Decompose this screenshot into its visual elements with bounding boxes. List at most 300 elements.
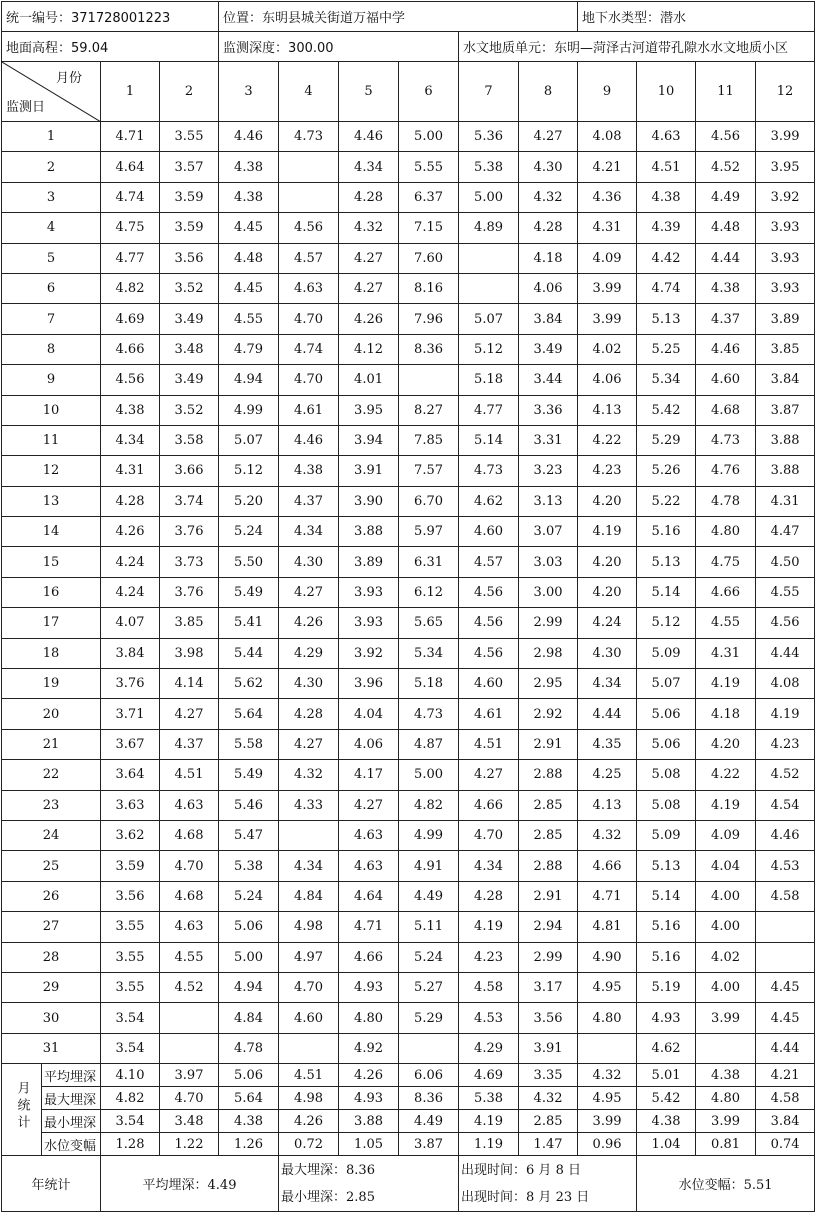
value-cell: 2.85 — [519, 820, 578, 850]
value-cell: 4.34 — [101, 425, 160, 455]
value-cell: 4.50 — [756, 547, 815, 577]
value-cell: 4.71 — [578, 881, 637, 911]
station-id: 统一编号：371728001223 — [2, 2, 219, 32]
value-cell: 3.85 — [160, 608, 219, 638]
value-cell: 5.46 — [219, 790, 279, 820]
table-row — [2, 273, 815, 303]
value-cell: 7.57 — [399, 456, 459, 486]
value-cell: 4.06 — [519, 273, 578, 303]
value-cell: 4.45 — [219, 273, 279, 303]
value-cell: 3.93 — [339, 577, 399, 607]
value-cell: 4.37 — [160, 729, 219, 759]
stat-value: 3.99 — [696, 1110, 756, 1133]
annual-min: 最小埋深：2.85 — [281, 1189, 375, 1205]
month-axis-label: 月份 — [55, 71, 82, 86]
stat-value: 0.74 — [756, 1133, 815, 1156]
value-cell: 5.07 — [459, 304, 519, 334]
value-cell: 3.54 — [101, 1033, 160, 1063]
value-cell: 3.99 — [578, 273, 637, 303]
day-cell: 27 — [2, 912, 101, 942]
value-cell: 4.34 — [339, 152, 399, 182]
table-row — [2, 699, 815, 729]
value-cell: 4.55 — [696, 608, 756, 638]
stat-value: 4.38 — [637, 1110, 696, 1133]
value-cell: 5.65 — [399, 608, 459, 638]
value-cell: 3.57 — [160, 152, 219, 182]
stat-value: 3.54 — [101, 1110, 160, 1133]
value-cell: 3.92 — [756, 182, 815, 212]
value-cell: 4.42 — [637, 243, 696, 273]
value-cell: 2.91 — [519, 881, 578, 911]
value-cell: 4.73 — [279, 122, 339, 152]
value-cell: 4.87 — [399, 729, 459, 759]
value-cell: 7.60 — [399, 243, 459, 273]
value-cell: 2.88 — [519, 851, 578, 881]
stat-value: 4.80 — [696, 1087, 756, 1110]
value-cell: 4.14 — [160, 669, 219, 699]
value-cell — [279, 152, 339, 182]
day-cell: 18 — [2, 638, 101, 668]
value-cell: 3.95 — [339, 395, 399, 425]
value-cell: 4.32 — [279, 760, 339, 790]
value-cell: 4.26 — [101, 517, 160, 547]
stat-value: 3.97 — [160, 1064, 219, 1087]
value-cell: 4.71 — [339, 912, 399, 942]
value-cell: 3.76 — [101, 669, 160, 699]
value-cell: 4.60 — [459, 669, 519, 699]
value-cell: 4.26 — [339, 304, 399, 334]
day-cell: 9 — [2, 365, 101, 395]
stat-value: 5.64 — [219, 1087, 279, 1110]
value-cell: 4.28 — [101, 486, 160, 516]
stat-value: 0.72 — [279, 1133, 339, 1156]
value-cell: 4.66 — [696, 577, 756, 607]
annual-stats-row — [2, 1156, 815, 1212]
stat-value: 4.26 — [279, 1110, 339, 1133]
value-cell: 3.99 — [756, 122, 815, 152]
value-cell: 4.66 — [578, 851, 637, 881]
value-cell: 3.55 — [160, 122, 219, 152]
value-cell: 5.13 — [637, 851, 696, 881]
value-cell: 4.22 — [696, 760, 756, 790]
value-cell: 4.31 — [696, 638, 756, 668]
value-cell: 4.54 — [756, 790, 815, 820]
day-cell: 8 — [2, 334, 101, 364]
value-cell: 3.73 — [160, 547, 219, 577]
value-cell: 4.80 — [339, 1003, 399, 1033]
day-cell: 14 — [2, 517, 101, 547]
annual-times — [459, 1156, 637, 1212]
value-cell: 4.63 — [160, 790, 219, 820]
day-cell: 23 — [2, 790, 101, 820]
value-cell: 4.34 — [459, 851, 519, 881]
value-cell: 4.56 — [101, 365, 160, 395]
stat-label: 水位变幅 — [42, 1133, 101, 1156]
value-cell — [399, 365, 459, 395]
month-header: 3 — [219, 62, 279, 122]
month-header: 11 — [696, 62, 756, 122]
stat-value: 1.28 — [101, 1133, 160, 1156]
value-cell: 4.19 — [578, 517, 637, 547]
value-cell: 4.56 — [696, 122, 756, 152]
stat-value: 4.38 — [219, 1110, 279, 1133]
stat-value: 4.98 — [279, 1087, 339, 1110]
table-row — [2, 517, 815, 547]
table-row — [2, 577, 815, 607]
month-header: 10 — [637, 62, 696, 122]
value-cell: 3.76 — [160, 517, 219, 547]
stat-value: 4.82 — [101, 1087, 160, 1110]
value-cell: 3.84 — [756, 365, 815, 395]
value-cell: 4.68 — [160, 881, 219, 911]
table-row — [2, 547, 815, 577]
value-cell: 4.70 — [279, 304, 339, 334]
value-cell: 5.16 — [637, 517, 696, 547]
annual-average: 平均埋深：4.49 — [101, 1156, 279, 1212]
value-cell: 4.29 — [279, 638, 339, 668]
table-row — [2, 881, 815, 911]
value-cell: 5.07 — [219, 425, 279, 455]
stat-value: 6.06 — [399, 1064, 459, 1087]
value-cell: 3.91 — [519, 1033, 578, 1063]
value-cell: 5.34 — [637, 365, 696, 395]
value-cell: 4.79 — [219, 334, 279, 364]
stat-value: 4.26 — [339, 1064, 399, 1087]
value-cell: 3.56 — [101, 881, 160, 911]
value-cell: 4.63 — [160, 912, 219, 942]
value-cell: 3.55 — [101, 972, 160, 1002]
monthly-stat-row — [2, 1133, 815, 1156]
value-cell: 4.84 — [279, 881, 339, 911]
value-cell: 4.00 — [696, 912, 756, 942]
value-cell: 5.14 — [459, 425, 519, 455]
value-cell: 4.35 — [578, 729, 637, 759]
value-cell: 3.03 — [519, 547, 578, 577]
value-cell: 3.23 — [519, 456, 578, 486]
value-cell: 3.84 — [101, 638, 160, 668]
annual-max: 最大埋深：8.36 — [281, 1162, 375, 1178]
month-header: 2 — [160, 62, 219, 122]
stat-value: 4.93 — [339, 1087, 399, 1110]
value-cell: 4.70 — [459, 820, 519, 850]
value-cell: 2.94 — [519, 912, 578, 942]
day-cell: 6 — [2, 273, 101, 303]
value-cell: 7.96 — [399, 304, 459, 334]
value-cell: 4.32 — [578, 820, 637, 850]
value-cell: 4.73 — [399, 699, 459, 729]
value-cell: 4.45 — [219, 213, 279, 243]
value-cell: 4.56 — [459, 577, 519, 607]
value-cell: 5.16 — [637, 912, 696, 942]
monthly-stat-row — [2, 1087, 815, 1110]
table-row — [2, 638, 815, 668]
value-cell: 4.44 — [578, 699, 637, 729]
table-row — [2, 669, 815, 699]
value-cell: 3.49 — [519, 334, 578, 364]
groundwater-type: 地下水类型：潜水 — [578, 2, 815, 32]
value-cell: 3.54 — [101, 1003, 160, 1033]
value-cell: 4.38 — [696, 273, 756, 303]
value-cell: 4.20 — [578, 577, 637, 607]
value-cell: 4.57 — [459, 547, 519, 577]
value-cell: 4.34 — [279, 851, 339, 881]
value-cell: 4.68 — [160, 820, 219, 850]
stat-value: 4.70 — [160, 1087, 219, 1110]
value-cell: 4.78 — [219, 1033, 279, 1063]
value-cell: 2.91 — [519, 729, 578, 759]
monitoring-depth: 监测深度：300.00 — [219, 32, 459, 62]
value-cell: 4.69 — [101, 304, 160, 334]
day-cell: 5 — [2, 243, 101, 273]
stat-value: 4.49 — [399, 1110, 459, 1133]
day-cell: 31 — [2, 1033, 101, 1063]
table-row — [2, 486, 815, 516]
value-cell: 5.19 — [637, 972, 696, 1002]
value-cell: 4.00 — [696, 881, 756, 911]
value-cell: 4.20 — [578, 547, 637, 577]
stat-value: 3.87 — [399, 1133, 459, 1156]
value-cell: 4.49 — [696, 182, 756, 212]
value-cell: 4.89 — [459, 213, 519, 243]
table-row — [2, 790, 815, 820]
value-cell: 4.76 — [696, 456, 756, 486]
value-cell: 5.00 — [399, 760, 459, 790]
value-cell: 5.00 — [219, 942, 279, 972]
value-cell: 4.60 — [279, 1003, 339, 1033]
value-cell — [459, 273, 519, 303]
value-cell: 4.13 — [578, 790, 637, 820]
stat-value: 4.19 — [459, 1110, 519, 1133]
value-cell: 4.31 — [101, 456, 160, 486]
day-cell: 25 — [2, 851, 101, 881]
value-cell: 4.06 — [339, 729, 399, 759]
value-cell: 4.31 — [756, 486, 815, 516]
value-cell: 4.30 — [578, 638, 637, 668]
month-header-row — [2, 62, 815, 122]
value-cell: 5.12 — [219, 456, 279, 486]
value-cell: 4.56 — [756, 608, 815, 638]
value-cell: 5.00 — [459, 182, 519, 212]
value-cell: 4.56 — [459, 638, 519, 668]
value-cell: 4.27 — [339, 790, 399, 820]
value-cell: 4.94 — [219, 972, 279, 1002]
value-cell: 4.37 — [696, 304, 756, 334]
day-cell: 29 — [2, 972, 101, 1002]
stat-value: 0.81 — [696, 1133, 756, 1156]
value-cell: 4.13 — [578, 395, 637, 425]
value-cell: 4.62 — [637, 1033, 696, 1063]
value-cell: 4.60 — [696, 365, 756, 395]
value-cell: 2.88 — [519, 760, 578, 790]
value-cell: 5.11 — [399, 912, 459, 942]
value-cell: 4.77 — [459, 395, 519, 425]
value-cell: 4.70 — [279, 972, 339, 1002]
value-cell: 4.58 — [756, 881, 815, 911]
month-header: 4 — [279, 62, 339, 122]
value-cell: 4.32 — [519, 182, 578, 212]
value-cell: 2.98 — [519, 638, 578, 668]
table-row — [2, 1003, 815, 1033]
day-cell: 26 — [2, 881, 101, 911]
table-row — [2, 972, 815, 1002]
stat-value: 1.47 — [519, 1133, 578, 1156]
stat-value: 4.21 — [756, 1064, 815, 1087]
value-cell — [160, 1033, 219, 1063]
value-cell: 3.99 — [696, 1003, 756, 1033]
value-cell: 4.52 — [756, 760, 815, 790]
value-cell: 4.91 — [399, 851, 459, 881]
value-cell: 4.73 — [696, 425, 756, 455]
stat-value: 4.32 — [578, 1064, 637, 1087]
value-cell: 4.00 — [696, 972, 756, 1002]
value-cell: 3.48 — [160, 334, 219, 364]
value-cell: 5.09 — [637, 820, 696, 850]
stat-value: 1.04 — [637, 1133, 696, 1156]
value-cell: 4.56 — [279, 213, 339, 243]
value-cell: 3.36 — [519, 395, 578, 425]
value-cell: 5.06 — [219, 912, 279, 942]
value-cell: 4.29 — [459, 1033, 519, 1063]
stat-value: 1.19 — [459, 1133, 519, 1156]
value-cell: 4.93 — [339, 972, 399, 1002]
stat-value: 3.99 — [578, 1110, 637, 1133]
value-cell: 8.36 — [399, 334, 459, 364]
value-cell: 4.17 — [339, 760, 399, 790]
value-cell: 3.64 — [101, 760, 160, 790]
value-cell: 5.12 — [637, 608, 696, 638]
value-cell: 4.90 — [578, 942, 637, 972]
value-cell: 4.63 — [339, 851, 399, 881]
value-cell: 5.18 — [399, 669, 459, 699]
value-cell: 3.59 — [160, 213, 219, 243]
value-cell: 4.09 — [578, 243, 637, 273]
value-cell: 5.27 — [399, 972, 459, 1002]
value-cell: 3.17 — [519, 972, 578, 1002]
monthly-stat-row — [2, 1110, 815, 1133]
value-cell: 4.58 — [459, 972, 519, 1002]
value-cell: 4.46 — [696, 334, 756, 364]
value-cell: 5.06 — [637, 729, 696, 759]
value-cell: 4.28 — [519, 213, 578, 243]
day-cell: 3 — [2, 182, 101, 212]
value-cell: 3.89 — [756, 304, 815, 334]
table-row — [2, 213, 815, 243]
value-cell: 3.62 — [101, 820, 160, 850]
day-cell: 28 — [2, 942, 101, 972]
value-cell: 5.09 — [637, 638, 696, 668]
info-row-1 — [2, 2, 815, 32]
value-cell: 4.27 — [339, 243, 399, 273]
value-cell: 4.64 — [339, 881, 399, 911]
day-cell: 24 — [2, 820, 101, 850]
table-row — [2, 425, 815, 455]
value-cell — [696, 1033, 756, 1063]
value-cell: 4.27 — [279, 577, 339, 607]
value-cell: 5.58 — [219, 729, 279, 759]
value-cell: 4.26 — [279, 608, 339, 638]
value-cell: 4.30 — [519, 152, 578, 182]
value-cell: 4.46 — [339, 122, 399, 152]
table-row — [2, 851, 815, 881]
value-cell: 5.13 — [637, 304, 696, 334]
value-cell: 4.37 — [279, 486, 339, 516]
value-cell: 3.94 — [339, 425, 399, 455]
stat-value: 3.88 — [339, 1110, 399, 1133]
day-cell: 12 — [2, 456, 101, 486]
value-cell: 4.22 — [578, 425, 637, 455]
day-cell: 10 — [2, 395, 101, 425]
value-cell: 3.85 — [756, 334, 815, 364]
value-cell: 3.88 — [756, 456, 815, 486]
value-cell: 3.55 — [101, 942, 160, 972]
stat-value: 3.84 — [756, 1110, 815, 1133]
stat-value: 4.51 — [279, 1064, 339, 1087]
value-cell: 4.21 — [578, 152, 637, 182]
stat-value: 1.26 — [219, 1133, 279, 1156]
value-cell: 4.20 — [696, 729, 756, 759]
value-cell: 4.78 — [696, 486, 756, 516]
stat-label: 平均埋深 — [42, 1064, 101, 1087]
info-row-2 — [2, 32, 815, 62]
day-cell: 19 — [2, 669, 101, 699]
value-cell: 3.66 — [160, 456, 219, 486]
table-row — [2, 365, 815, 395]
table-row — [2, 729, 815, 759]
annual-max-min — [279, 1156, 459, 1212]
value-cell: 5.24 — [219, 881, 279, 911]
value-cell: 4.82 — [399, 790, 459, 820]
value-cell: 5.18 — [459, 365, 519, 395]
value-cell: 4.66 — [339, 942, 399, 972]
value-cell: 5.38 — [219, 851, 279, 881]
day-cell: 16 — [2, 577, 101, 607]
value-cell: 5.14 — [637, 577, 696, 607]
value-cell: 5.20 — [219, 486, 279, 516]
value-cell: 3.88 — [339, 517, 399, 547]
value-cell: 4.08 — [578, 122, 637, 152]
month-header: 12 — [756, 62, 815, 122]
location: 位置：东明县城关街道万福中学 — [219, 2, 578, 32]
value-cell — [459, 243, 519, 273]
value-cell: 4.06 — [578, 365, 637, 395]
value-cell: 4.51 — [459, 729, 519, 759]
value-cell: 4.08 — [756, 669, 815, 699]
monthly-stat-row — [2, 1064, 815, 1087]
day-cell: 30 — [2, 1003, 101, 1033]
value-cell: 4.23 — [578, 456, 637, 486]
value-cell: 4.28 — [279, 699, 339, 729]
value-cell: 4.46 — [756, 820, 815, 850]
value-cell: 4.02 — [696, 942, 756, 972]
table-row — [2, 152, 815, 182]
day-cell: 4 — [2, 213, 101, 243]
value-cell: 8.16 — [399, 273, 459, 303]
value-cell: 3.84 — [519, 304, 578, 334]
value-cell: 4.63 — [637, 122, 696, 152]
value-cell: 4.34 — [578, 669, 637, 699]
hydrogeologic-unit: 水文地质单元：东明—菏泽古河道带孔隙水水文地质小区 — [459, 32, 815, 62]
value-cell: 4.74 — [279, 334, 339, 364]
value-cell: 4.81 — [578, 912, 637, 942]
value-cell: 5.41 — [219, 608, 279, 638]
stat-value: 4.95 — [578, 1087, 637, 1110]
value-cell: 4.60 — [459, 517, 519, 547]
value-cell — [279, 1033, 339, 1063]
value-cell: 4.18 — [519, 243, 578, 273]
value-cell: 4.55 — [160, 942, 219, 972]
stat-value: 5.01 — [637, 1064, 696, 1087]
value-cell: 5.00 — [399, 122, 459, 152]
